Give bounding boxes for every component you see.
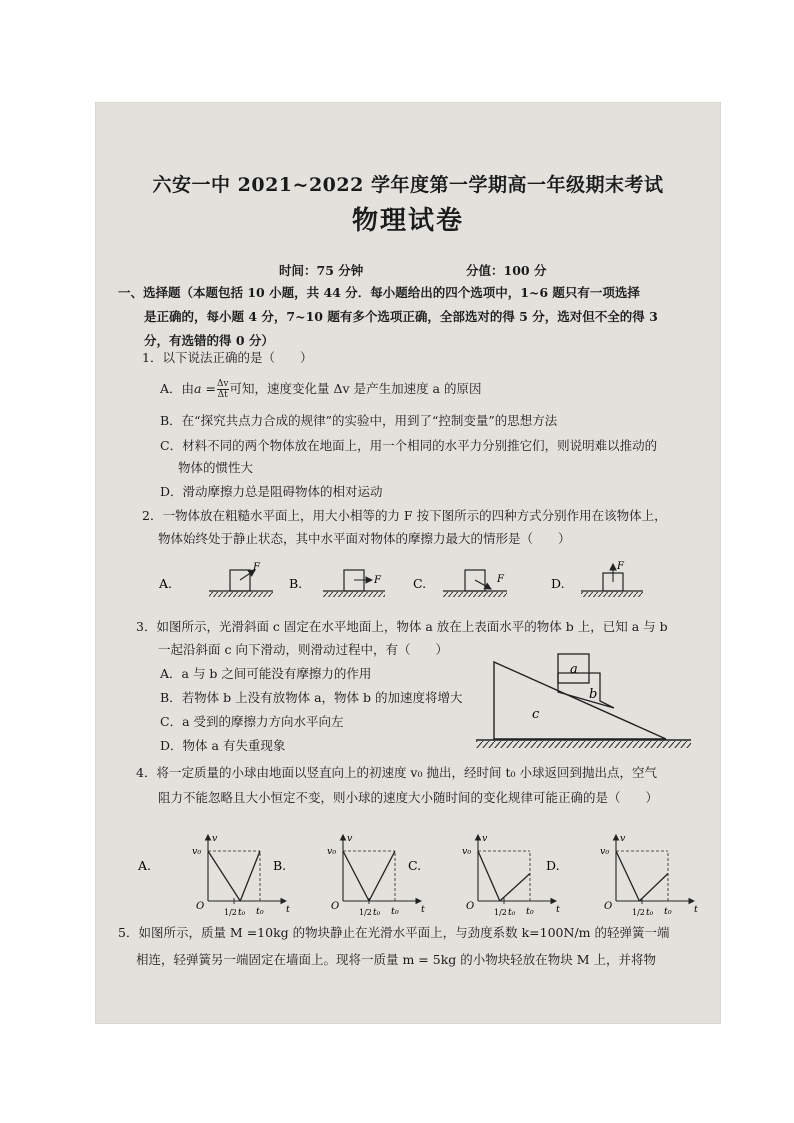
subject-title: 物理试卷	[351, 206, 464, 236]
q2-a-ground-hatch	[209, 592, 273, 597]
q1-a-suffix: 可知，速度变化量 Δv 是产生加速度 a 的原因	[229, 381, 482, 396]
q4-c-t-axis-label: t	[556, 904, 560, 915]
q1-a-prefix: A．由	[160, 381, 195, 396]
q4-b-v-axis-label: v	[347, 833, 353, 844]
q4-a-t-axis-label: t	[286, 904, 290, 915]
q2-d-force-label: F	[617, 561, 624, 572]
q1-option-b: B．在“探究共点力合成的规律”的实验中，用到了“控制变量”的思想方法	[160, 413, 558, 428]
q3-label-a: a	[570, 662, 578, 677]
q2-option-b-label: B.	[289, 576, 303, 591]
q2-option-a-label: A.	[159, 576, 173, 591]
q2-c-force-label: F	[497, 574, 504, 585]
q4-option-c-label: C.	[408, 858, 422, 873]
q4-option-a-label: A.	[138, 858, 152, 873]
q4-b-origin: O	[331, 901, 340, 912]
q4-d-t0-label: t₀	[664, 906, 672, 917]
q4-a-t0-label: t₀	[256, 906, 264, 917]
q3-line1: 3．如图所示，光滑斜面 c 固定在水平地面上，物体 a 放在上表面水平的物体 b 上，已知 a 与 b	[136, 619, 668, 634]
q3-option-b: B．若物体 b 上没有放物体 a，物体 b 的加速度将增大	[160, 690, 463, 705]
q4-c-origin: O	[466, 901, 475, 912]
school-title: 六安一中 2021~2022 学年度第一学期高一年级期末考试	[152, 174, 664, 196]
q4-b-t0-label: t₀	[391, 906, 399, 917]
q3-option-c: C．a 受到的摩擦力方向水平向左	[160, 714, 344, 729]
q4-b-half-t0-label: t₀	[373, 908, 381, 918]
q4-option-b-label: B.	[273, 858, 287, 873]
q4-c-t0-label: t₀	[526, 906, 534, 917]
q1-option-a	[160, 377, 481, 401]
q4-c-descent-line	[478, 851, 500, 901]
section1-line1: 一、选择题（本题包括 10 小题，共 44 分．每小题给出的四个选项中，1~6 题只有一项选择	[118, 285, 640, 300]
q2-c-force-arrow	[475, 580, 491, 589]
q4-a-v-axis-label: v	[212, 833, 218, 844]
q2-c-ground-hatch	[443, 592, 507, 597]
q4-b-half-label: 1/2	[359, 908, 372, 917]
q4-c-v-axis-label: v	[482, 833, 488, 844]
q3-ground-hatch	[476, 741, 691, 748]
q4-a-descent-line	[208, 851, 240, 901]
q3-option-d: D．物体 a 有失重现象	[160, 738, 286, 753]
q4-d-t-axis-label: t	[694, 904, 698, 915]
q2-a-force-label: F	[253, 562, 260, 573]
q2-b-force-label: F	[374, 575, 381, 586]
q4-line1: 4．将一定质量的小球由地面以竖直向上的初速度 v₀ 抛出，经时间 t₀ 小球返回到抛出点，空气	[136, 765, 657, 780]
q5-line1: 5．如图所示，质量 M =10kg 的物块静止在光滑水平面上，与劲度系数 k=100N/m 的轻弹簧一端	[118, 925, 670, 940]
q1-option-d: D．滑动摩擦力总是阻碍物体的相对运动	[160, 484, 383, 499]
time-label: 时间：75 分钟	[279, 263, 364, 278]
q4-graphs-group	[137, 833, 698, 918]
q4-c-ascent-line	[500, 874, 530, 902]
q4-b-descent-line	[343, 851, 369, 901]
section1-line3: 分，有选错的得 0 分）	[144, 333, 274, 348]
q4-c-half-t0-label: t₀	[508, 908, 516, 918]
q3-line2: 一起沿斜面 c 向下滑动，则滑动过程中，有（ ）	[158, 642, 448, 657]
q4-option-d-label: D.	[546, 858, 560, 873]
section1-line2: 是正确的，每小题 4 分，7~10 题有多个选项正确，全部选对的得 5 分，选对但不全的得 3	[144, 309, 658, 324]
q4-a-ascent-line	[240, 851, 260, 901]
q2-d-ground-hatch	[581, 592, 643, 597]
q2-a-block	[230, 570, 250, 591]
q4-d-ascent-line	[639, 874, 668, 902]
q5-line2: 相连，轻弹簧另一端固定在墙面上。现将一质量 m = 5kg 的小物块轻放在物块 M 上，并将物	[136, 952, 656, 967]
q4-b-v0-label: v₀	[327, 846, 337, 857]
q1-stem: 1．以下说法正确的是（ ）	[142, 350, 313, 365]
q1-a-fraction	[217, 379, 229, 400]
exam-paper	[96, 103, 720, 1023]
q4-d-descent-line	[616, 851, 639, 901]
q4-d-v-axis-label: v	[620, 833, 626, 844]
q2-option-c-label: C.	[413, 576, 427, 591]
q4-a-half-label: 1/2	[224, 908, 237, 917]
q4-c-half-label: 1/2	[494, 908, 507, 917]
q3-label-b: b	[589, 687, 598, 702]
q4-vt-graphs	[136, 815, 716, 919]
q4-b-ascent-line	[369, 851, 395, 901]
q1-a-numerator: Δv	[216, 379, 229, 389]
q3-option-a: A．a 与 b 之间可能没有摩擦力的作用	[160, 666, 372, 681]
q4-line2: 阻力不能忽略且大小恒定不变，则小球的速度大小随时间的变化规律可能正确的是（ ）	[158, 790, 659, 805]
q2-force-diagrams	[151, 558, 711, 603]
q4-d-origin: O	[604, 901, 613, 912]
q2-b-ground-hatch	[323, 592, 385, 597]
q4-b-t-axis-label: t	[421, 904, 425, 915]
q4-d-v0-label: v₀	[600, 846, 610, 857]
q4-c-v0-label: v₀	[462, 846, 472, 857]
q1-a-formula-lhs: a =	[194, 381, 216, 396]
q4-a-origin: O	[196, 901, 205, 912]
q1-option-c-line2: 物体的惯性大	[178, 460, 254, 475]
q1-option-c-line1: C．材料不同的两个物体放在地面上，用一个相同的水平力分别推它们，则说明难以推动的	[160, 438, 658, 453]
q2-option-d-label: D.	[551, 576, 565, 591]
q2-line2: 物体始终处于静止状态，其中水平面对物体的摩擦力最大的情形是（ ）	[158, 531, 571, 546]
score-label: 分值：100 分	[466, 263, 547, 278]
q3-incline-figure	[476, 651, 696, 755]
q2-line1: 2．一物体放在粗糙水平面上，用大小相等的力 F 按下图所示的四种方式分别作用在该物体上，	[142, 508, 667, 523]
q4-d-half-t0-label: t₀	[646, 908, 654, 918]
q4-a-v0-label: v₀	[192, 846, 202, 857]
q1-a-denominator: Δt	[217, 390, 228, 400]
q4-a-half-t0-label: t₀	[238, 908, 246, 918]
q4-d-half-label: 1/2	[632, 908, 645, 917]
q3-label-c: c	[532, 707, 540, 722]
